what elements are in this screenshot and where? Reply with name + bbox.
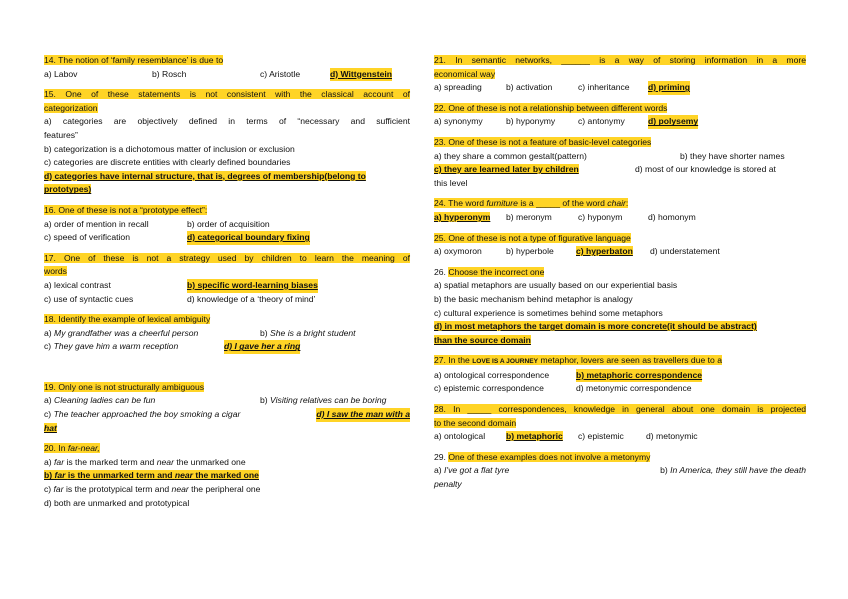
- option-a: a) lexical contrast: [44, 279, 111, 290]
- question-17-stem-cont: words: [44, 266, 67, 277]
- question-15-stem-cont: categorization: [44, 102, 98, 113]
- answer-option-d-cont: hat: [44, 422, 57, 433]
- question-20: [44, 442, 410, 510]
- option-d-cont: this level: [434, 177, 468, 188]
- option-d: d) knowledge of a ‘theory of mind’: [187, 293, 316, 304]
- question-17-stem: 17. One of these is not a strategy used by children to learn the meaning of: [44, 252, 410, 263]
- answer-option-d: d) in most metaphors the target domain is more concrete(it should be abstract): [434, 321, 757, 332]
- question-22-stem: 22. One of these is not a relationship between different words: [434, 102, 668, 113]
- option-b: b) hyponymy: [506, 116, 556, 127]
- option-c: c) categories are discrete entities with clearly defined boundaries: [44, 157, 291, 168]
- question-25-stem: 25. One of these is not a type of figurative language: [434, 232, 631, 243]
- option-b: b) order of acquisition: [187, 218, 270, 229]
- question-28-stem: 28. In _____ correspondences, knowledge in general about one domain is projected: [434, 404, 806, 415]
- question-21: [434, 54, 806, 95]
- option-b: b) In America, they still have the death: [660, 465, 806, 476]
- question-18: [44, 313, 410, 354]
- question-21-stem-cont: economical way: [434, 68, 496, 79]
- option-d: d) both are unmarked and prototypical: [44, 497, 190, 508]
- question-14: [44, 54, 410, 81]
- option-d: d) understatement: [650, 246, 720, 257]
- question-17: [44, 252, 410, 306]
- answer-option-c: c) they are learned later by children: [434, 164, 579, 175]
- option-b: b) She is a bright student: [260, 327, 356, 338]
- option-c: c) speed of verification: [44, 232, 130, 243]
- option-b: b) categorization is a dichotomous matter of inclusion or exclusion: [44, 143, 295, 154]
- answer-option-d: d) categories have internal structure, that is, degrees of membership(belong to: [44, 170, 366, 181]
- question-29-stem: 29. One of these examples does not involve a metonymy: [434, 451, 651, 462]
- answer-option-b: b) metaphoric correspondence: [576, 369, 702, 383]
- option-b: b) meronym: [506, 211, 552, 222]
- answer-option-d: d) Wittgenstein: [330, 68, 392, 82]
- right-column: [434, 54, 806, 492]
- option-b: b) Visiting relatives can be boring: [260, 395, 387, 406]
- question-19: [44, 381, 410, 435]
- question-23: [434, 136, 806, 190]
- option-c: c) epistemic correspondence: [434, 383, 544, 394]
- question-20-stem: 20. In far-near,: [44, 443, 100, 454]
- option-b: b) activation: [506, 82, 553, 93]
- option-b: b) they have shorter names: [680, 150, 785, 161]
- option-a: a) Labov: [44, 68, 78, 79]
- answer-option-d: d) I gave her a ring: [224, 340, 300, 354]
- option-a: a) they share a common gestalt(pattern): [434, 150, 587, 161]
- option-c: c) inheritance: [578, 82, 630, 93]
- answer-option-d: d) polysemy: [648, 115, 698, 129]
- question-25: [434, 232, 806, 259]
- option-c: c) cultural experience is sometimes behind some metaphors: [434, 307, 663, 318]
- option-b-cont: penalty: [434, 479, 462, 490]
- question-19-stem: 19. Only one is not structurally ambiguous: [44, 381, 205, 392]
- option-a: a) categories are objectively defined in terms of “necessary and sufficient: [44, 116, 410, 127]
- question-27-stem: 27. In the LOVE IS A JOURNEY metaphor, lovers are seen as travellers due to a: [434, 355, 722, 366]
- option-d: d) metonymic: [646, 431, 698, 442]
- question-24-stem: 24. The word furniture is a _____ of the word chair:: [434, 198, 629, 209]
- question-24: [434, 197, 806, 224]
- answer-option-b: b) specific word-learning biases: [187, 279, 318, 293]
- question-23-stem: 23. One of these is not a feature of basic-level categories: [434, 136, 652, 147]
- question-14-stem: 14. The notion of ‘family resemblance’ is due to: [44, 55, 224, 65]
- option-a: a) I've got a flat tyre: [434, 465, 510, 476]
- answer-option-d: d) categorical boundary fixing: [187, 231, 310, 245]
- question-21-stem: 21. In semantic networks, ______ is a way of storing information in a more: [434, 55, 806, 65]
- question-15-stem: 15. One of these statements is not consistent with the classical account of: [44, 89, 410, 100]
- option-a: a) synonymy: [434, 116, 483, 127]
- option-c: c) far is the prototypical term and near the peripheral one: [44, 484, 261, 495]
- option-a: a) ontological: [434, 431, 486, 442]
- question-18-stem: 18. Identify the example of lexical ambiguity: [44, 314, 211, 325]
- question-28: [434, 403, 806, 444]
- option-a-cont: features”: [44, 129, 78, 140]
- option-b: b) Rosch: [152, 68, 187, 79]
- question-22: [434, 102, 806, 129]
- option-a: a) oxymoron: [434, 246, 482, 257]
- option-c: c) They gave him a warm reception: [44, 341, 179, 352]
- question-26: [434, 266, 806, 348]
- option-c: c) Aristotle: [260, 68, 301, 79]
- option-a: a) spreading: [434, 82, 482, 93]
- option-c: c) use of syntactic cues: [44, 293, 134, 304]
- question-27: [434, 354, 806, 396]
- option-a: a) spatial metaphors are usually based on our experiential basis: [434, 280, 678, 291]
- answer-option-b: b) far is the unmarked term and near the marked one: [44, 470, 259, 481]
- option-a: a) far is the marked term and near the unmarked one: [44, 456, 246, 467]
- option-b: b) the basic mechanism behind metaphor is analogy: [434, 293, 633, 304]
- left-column: [44, 54, 410, 510]
- question-29: [434, 451, 806, 492]
- answer-option-d: d) priming: [648, 81, 690, 95]
- option-a: a) ontological correspondence: [434, 369, 550, 380]
- answer-option-d: d) I saw the man with a: [316, 408, 410, 422]
- answer-option-d-cont: than the source domain: [434, 334, 531, 345]
- option-c: c) antonymy: [578, 116, 625, 127]
- question-26-stem: 26. Choose the incorrect one: [434, 266, 545, 277]
- question-15: [44, 88, 410, 197]
- question-28-stem-cont: to the second domain: [434, 417, 517, 428]
- option-c: c) epistemic: [578, 431, 624, 442]
- option-a: a) My grandfather was a cheerful person: [44, 327, 199, 338]
- option-d: d) metonymic correspondence: [576, 383, 692, 394]
- answer-option-b: b) metaphoric: [506, 431, 563, 442]
- answer-option-c: c) hyperbaton: [576, 246, 633, 257]
- option-d: d) most of our knowledge is stored at: [635, 164, 776, 175]
- option-b: b) hyperbole: [506, 246, 554, 257]
- option-a: a) order of mention in recall: [44, 218, 149, 229]
- question-16-stem: 16. One of these is not a “prototype effect”:: [44, 204, 208, 215]
- answer-option-d-cont: prototypes): [44, 184, 92, 195]
- option-c: c) The teacher approached the boy smoking a cigar: [44, 409, 241, 420]
- option-a: a) Cleaning ladies can be fun: [44, 395, 156, 406]
- option-c: c) hyponym: [578, 211, 623, 222]
- answer-option-a: a) hyperonym: [434, 211, 491, 222]
- option-d: d) homonym: [648, 211, 696, 222]
- question-16: [44, 204, 410, 245]
